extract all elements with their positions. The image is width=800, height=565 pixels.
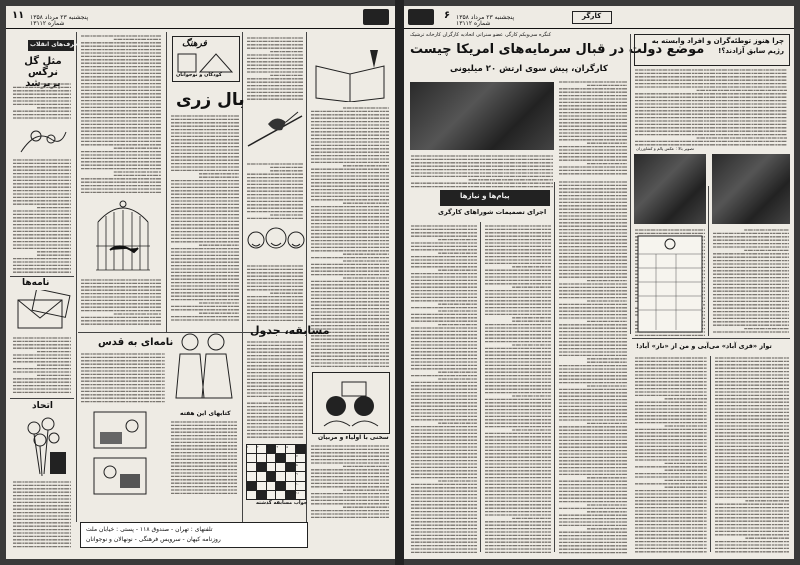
main-kicker: کنگره سی‌ویکم کارگر، عضو سنراتی اتحادیه کارگران کارخانه ترشیک: [410, 32, 552, 38]
kids-main-text: [170, 114, 240, 324]
crossword-cell: ۱: [247, 445, 256, 453]
classroom-illustration: [92, 456, 148, 496]
week-books-title: کتابهای این هفته: [180, 410, 231, 417]
crossword-cell: [267, 472, 276, 480]
column-divider: [708, 186, 709, 336]
crossword-cell: [247, 463, 256, 471]
side-photo-2: [712, 154, 790, 224]
book-illustration: [312, 46, 388, 102]
crossword-cell: [267, 454, 276, 462]
main-subhead: کارگران، پیش سوی ارتش ۲۰ میلیونی: [450, 64, 608, 74]
masthead-logo-right: [408, 9, 434, 25]
kids-story-text-2: [80, 278, 162, 328]
proverb-body-text: [12, 82, 72, 122]
crossword-grid: [246, 444, 306, 500]
parents-illustration: [316, 376, 386, 428]
column-divider: [76, 32, 77, 522]
crossword-cell: [286, 491, 295, 499]
bird-cage-illustration: [90, 198, 156, 276]
kids-story-text: [80, 34, 162, 194]
contest-title: مسابقه، جدول: [250, 324, 330, 337]
desk-illustration: [92, 410, 148, 450]
crossword-cell: [286, 482, 295, 490]
crossword-cell: [257, 472, 266, 480]
crossword-cell: [276, 454, 285, 462]
bottom-text-a: [634, 356, 708, 554]
page-gutter: [395, 0, 404, 565]
crossword-cell: [276, 472, 285, 480]
main-headline: موضع دولت در قبال سرمایه‌های امریکا چیست: [410, 42, 705, 57]
flower-illustration: [16, 124, 68, 156]
crossword-cell: [257, 463, 266, 471]
envelope-illustration: [14, 290, 72, 334]
column-divider: [480, 222, 481, 552]
crossword-cell: [286, 454, 295, 462]
proverb-tag: حرف‌های انقلاب: [30, 41, 79, 48]
kids-story-title: بال زری: [176, 90, 245, 110]
crossword-cell: [267, 482, 276, 490]
crossword-cell: [247, 491, 256, 499]
crossword-cell: [257, 491, 266, 499]
books-list-text: [170, 420, 238, 496]
proverb-title: مثل گل نرگس پربرشد: [24, 56, 62, 89]
kids-section-badge: فرهنگ: [182, 39, 207, 49]
kids-logo-illustration: [176, 52, 234, 74]
column-divider: [710, 356, 711, 552]
left-page-number: ۱۱: [12, 10, 25, 21]
column-divider: [306, 32, 307, 522]
unity-body-text: [12, 480, 72, 550]
crossword-cell: ۵: [286, 445, 295, 453]
footer-line-2: روزنامه کیهان - سرویس فرهنگی - نونهالان و نوجوانان: [86, 536, 221, 543]
side-photo-1: [634, 154, 706, 224]
crossword-cell: ۸: [296, 463, 305, 471]
quds-letter-text: [80, 352, 166, 404]
letters-body-text: [12, 336, 72, 396]
proverb-body-text-2: [12, 158, 72, 274]
masthead-logo: [363, 9, 389, 25]
column-divider: [554, 182, 555, 552]
crossword-cell: ۲: [257, 445, 266, 453]
section-divider: [10, 276, 74, 277]
crossword-cell: ۱۱: [296, 491, 305, 499]
col-b-text: [484, 224, 552, 554]
col4-text-3: [246, 264, 304, 322]
col4-text-2: [246, 162, 304, 220]
contest-text: [246, 340, 304, 440]
crossword-cell: [276, 463, 285, 471]
crossword-cell: [257, 454, 266, 462]
faces-illustration: [246, 224, 306, 260]
left-newspaper-page: [6, 6, 395, 559]
crossword-cell: [286, 472, 295, 480]
crossword-cell: ۷: [296, 454, 305, 462]
unity-title: اتحاد: [32, 401, 53, 411]
column-divider: [166, 32, 167, 332]
crossword-cell: [276, 482, 285, 490]
bottom-text-b: [714, 356, 790, 554]
speech-title: سخنی با اولیاء و مربیان: [318, 434, 389, 441]
photo-caption: تصویر بالا : عکس پالم و کشاورزان: [636, 146, 694, 151]
tulip-illustration: [14, 414, 72, 478]
kids-section-subtitle: کودکان و نوجوانان: [176, 72, 222, 78]
crossword-cell: [267, 491, 276, 499]
crossword-cell: [247, 482, 256, 490]
crossword-cell: ۳: [267, 445, 276, 453]
crossword-cell: [257, 482, 266, 490]
bottom-headline: تواز «قزی آباد» می‌آیی و من از «ناز» آباد!: [636, 342, 772, 350]
left-page-date: پنجشنبه ۲۳ مرداد ۱۳۵۸: [30, 14, 89, 21]
footer-line-1: تلفنهای : تهران - صندوق ۱۱۸ - پستی : خیابان ملت: [86, 526, 213, 533]
side-story-text: [634, 68, 788, 148]
children-illustration: [170, 328, 238, 406]
crossword-cell: [247, 472, 256, 480]
side-story-text-3: [712, 228, 790, 334]
right-page-header: [404, 6, 794, 29]
boxed-section-title: پیام‌ها و نیازها: [460, 192, 510, 200]
crossword-cell: ۱۰: [296, 482, 305, 490]
letters-title: نامه‌ها: [22, 278, 50, 288]
main-story-text: [558, 80, 628, 176]
main-story-text-2: [410, 154, 554, 190]
answers-label: جواب مسابقه گذشته: [256, 500, 308, 506]
main-photo: [410, 82, 554, 150]
boxed-section-subtitle: اجرای تصمیمات شوراهای کارگری: [438, 208, 547, 216]
col-a-text: [410, 224, 478, 554]
section-divider: [10, 398, 74, 399]
letter-to-quds-title: نامه‌ای به قدس: [98, 337, 174, 348]
crossword-cell: ۶: [296, 445, 305, 453]
crossword-cell: [276, 491, 285, 499]
section-name: کارگر: [582, 12, 602, 20]
crossword-cell: ۴: [276, 445, 285, 453]
crossword-cell: ۹: [296, 472, 305, 480]
right-newspaper-page: [404, 6, 794, 559]
side-headline: چرا هنوز توطئه‌گران و افراد وابسته به رژیم سابق آزادند؟!: [651, 37, 784, 55]
crossword-cell: [267, 463, 276, 471]
branch-bird-illustration: [246, 106, 304, 156]
right-page-date: پنجشنبه ۲۳ مرداد ۱۳۵۸: [456, 14, 515, 21]
column-divider: [630, 34, 631, 334]
document-table-image: [636, 234, 704, 334]
crossword-cell: [247, 454, 256, 462]
col-c-text: [558, 180, 628, 554]
crossword-cell: [286, 463, 295, 471]
section-divider: [632, 338, 790, 339]
left-page-header: [6, 6, 395, 29]
right-page-issue: شماره ۱۳۱۱۲: [456, 20, 491, 27]
speech-text: [310, 444, 390, 520]
col4-text: [246, 36, 304, 102]
right-page-number: ۶: [444, 10, 451, 21]
left-page-issue: شماره ۱۳۱۱۲: [30, 20, 65, 27]
